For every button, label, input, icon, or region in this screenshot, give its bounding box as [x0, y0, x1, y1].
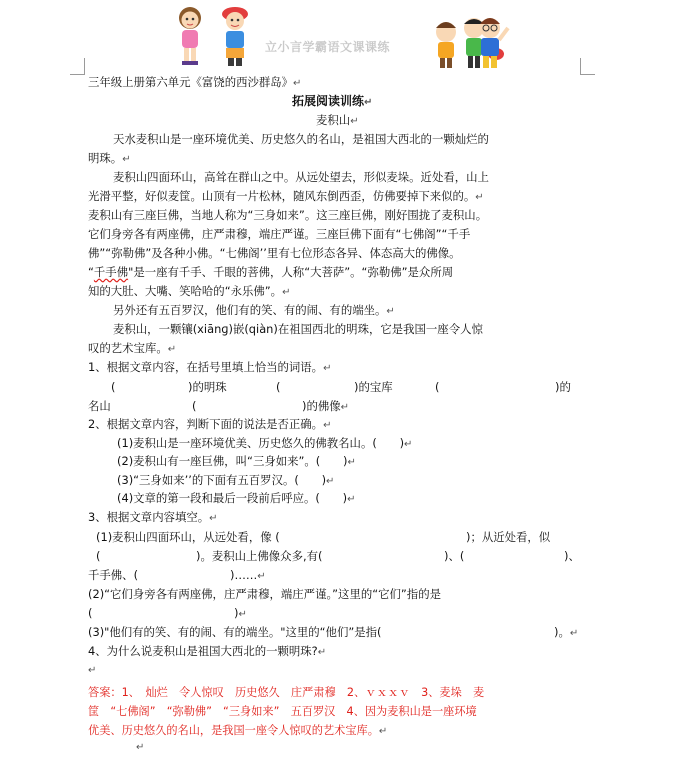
passage-line: 知的大肚、大嘴、笑哈哈的“永乐佛”。↵: [88, 284, 291, 298]
cartoon-girl-illustration: [172, 4, 208, 66]
question-2-stem: 2、根据文章内容，判断下面的说法是否正确。↵: [88, 417, 332, 431]
q3-part1: (: [96, 549, 101, 563]
passage-line: 光滑平整，好似麦筐。山顶有一片松林，随风东倒西歪，仿佛要掉下来似的。↵: [88, 189, 484, 203]
passage-line: 它们身旁各有两座佛，庄严肃穆，端庄严谨。三座巨佛下面有“七佛阁”“千手: [88, 227, 471, 241]
q3-part1: )、(: [444, 549, 465, 563]
spellcheck-underline-word: 千手佛: [93, 265, 129, 279]
q1-blank-close: )的佛像↵: [302, 399, 350, 413]
passage-line: 天水麦积山是一座环境优美、历史悠久的名山，是祖国大西北的一颗灿烂的: [113, 132, 489, 146]
q1-blank-open: (: [276, 380, 281, 394]
empty-paragraph-mark: ↵: [88, 665, 97, 676]
q3-part2: )↵: [234, 606, 247, 620]
q3-part1: (1)麦积山四面环山，从远处看，像 (: [96, 530, 280, 544]
q3-part1: )……↵: [230, 568, 266, 582]
passage-line: 佛”“弥勒佛”及各种小佛。“七佛阁’’里有七位形态各异、体态高大的佛像。: [88, 246, 461, 260]
q2-item: (1)麦积山是一座环境优美、历史悠久的佛教名山。( )↵: [117, 436, 413, 450]
empty-paragraph-mark: ↵: [136, 742, 145, 753]
q1-row2-text: 名山: [88, 399, 111, 413]
q1-blank-open: (: [192, 399, 197, 413]
question-4-stem: 4、为什么说麦积山是祖国大西北的一颗明珠?↵: [88, 644, 327, 658]
q3-part3: (3)"他们有的笑、有的闹、有的端坐。"这里的“他们”是指(: [88, 625, 382, 639]
cartoon-waving-boy-illustration: [468, 14, 510, 72]
question-3-stem: 3、根据文章内容填空。↵: [88, 510, 218, 524]
q1-blank-open: (: [111, 380, 116, 394]
question-1-stem: 1、根据文章内容，在括号里填上恰当的词语。↵: [88, 360, 332, 374]
q3-part1: 千手佛、(: [88, 568, 139, 582]
answer-line: 答案：1、 灿烂 令人惊叹 历史悠久 庄严肃穆 2、ｖｘｘｖ 3、麦垛 麦: [88, 686, 485, 699]
q1-blank-close: )的明珠: [188, 380, 227, 394]
passage-line: 麦积山，一颗镶(xiānɡ)嵌(qiàn)在祖国西北的明珠，它是我国一座令人惊: [113, 322, 483, 336]
q1-blank-open: (: [435, 380, 440, 394]
passage-line: 麦积山四面环山，高耸在群山之中。从远处望去，形似麦垛。近处看，山上: [113, 170, 489, 184]
unit-line: 三年级上册第六单元《富饶的西沙群岛》↵: [88, 75, 302, 89]
brand-watermark: 立小言学霸语文课课练: [265, 40, 391, 54]
margin-corner-mark-left: [70, 58, 85, 75]
q3-part1: )。麦积山上佛像众多,有(: [196, 549, 323, 563]
passage-line: 明珠。↵: [88, 151, 131, 165]
q3-part1: )、: [564, 549, 580, 563]
answer-line: 筐 “七佛阁” “弥勒佛” “三身如来” 五百罗汉 4、因为麦积山是一座环境: [88, 705, 477, 718]
passage-line: 叹的艺术宝库。↵: [88, 341, 177, 355]
page-title: 拓展阅读训练↵: [292, 94, 373, 108]
q3-part2: (2)“它们身旁各有两座佛，庄严肃穆，端庄严谨。”这里的“它们”指的是: [88, 587, 441, 601]
q3-part1: )；从近处看，似: [466, 530, 551, 544]
q3-part3: )。↵: [554, 625, 579, 639]
q1-blank-close: )的: [555, 380, 571, 394]
q2-item: (3)“三身如来’’的下面有五百罗汉。( )↵: [117, 473, 335, 487]
answer-line: 优美、历史悠久的名山，是我国一座令人惊叹的艺术宝库。↵: [88, 724, 388, 737]
q1-blank-close: )的宝库: [354, 380, 393, 394]
passage-line: 麦积山有三座巨佛，当地人称为“三身如来”。这三座巨佛，刚好围拢了麦积山。: [88, 208, 488, 222]
q2-item: (2)麦积山有一座巨佛，叫“三身如来”。( )↵: [117, 454, 356, 468]
passage-title: 麦积山↵: [316, 113, 359, 127]
passage-line: 另外还有五百罗汉，他们有的笑、有的闹、有的端坐。↵: [113, 303, 395, 317]
q2-item: (4)文章的第一段和最后一段前后呼应。( )↵: [117, 491, 356, 505]
margin-corner-mark-right: [580, 58, 595, 75]
passage-line: “千手佛"是一座有千手、千眼的菩佛，人称“大菩萨”。“弥勒佛”是众所周: [88, 265, 454, 279]
cartoon-boy-illustration: [215, 4, 255, 68]
q3-part2: (: [88, 606, 93, 620]
